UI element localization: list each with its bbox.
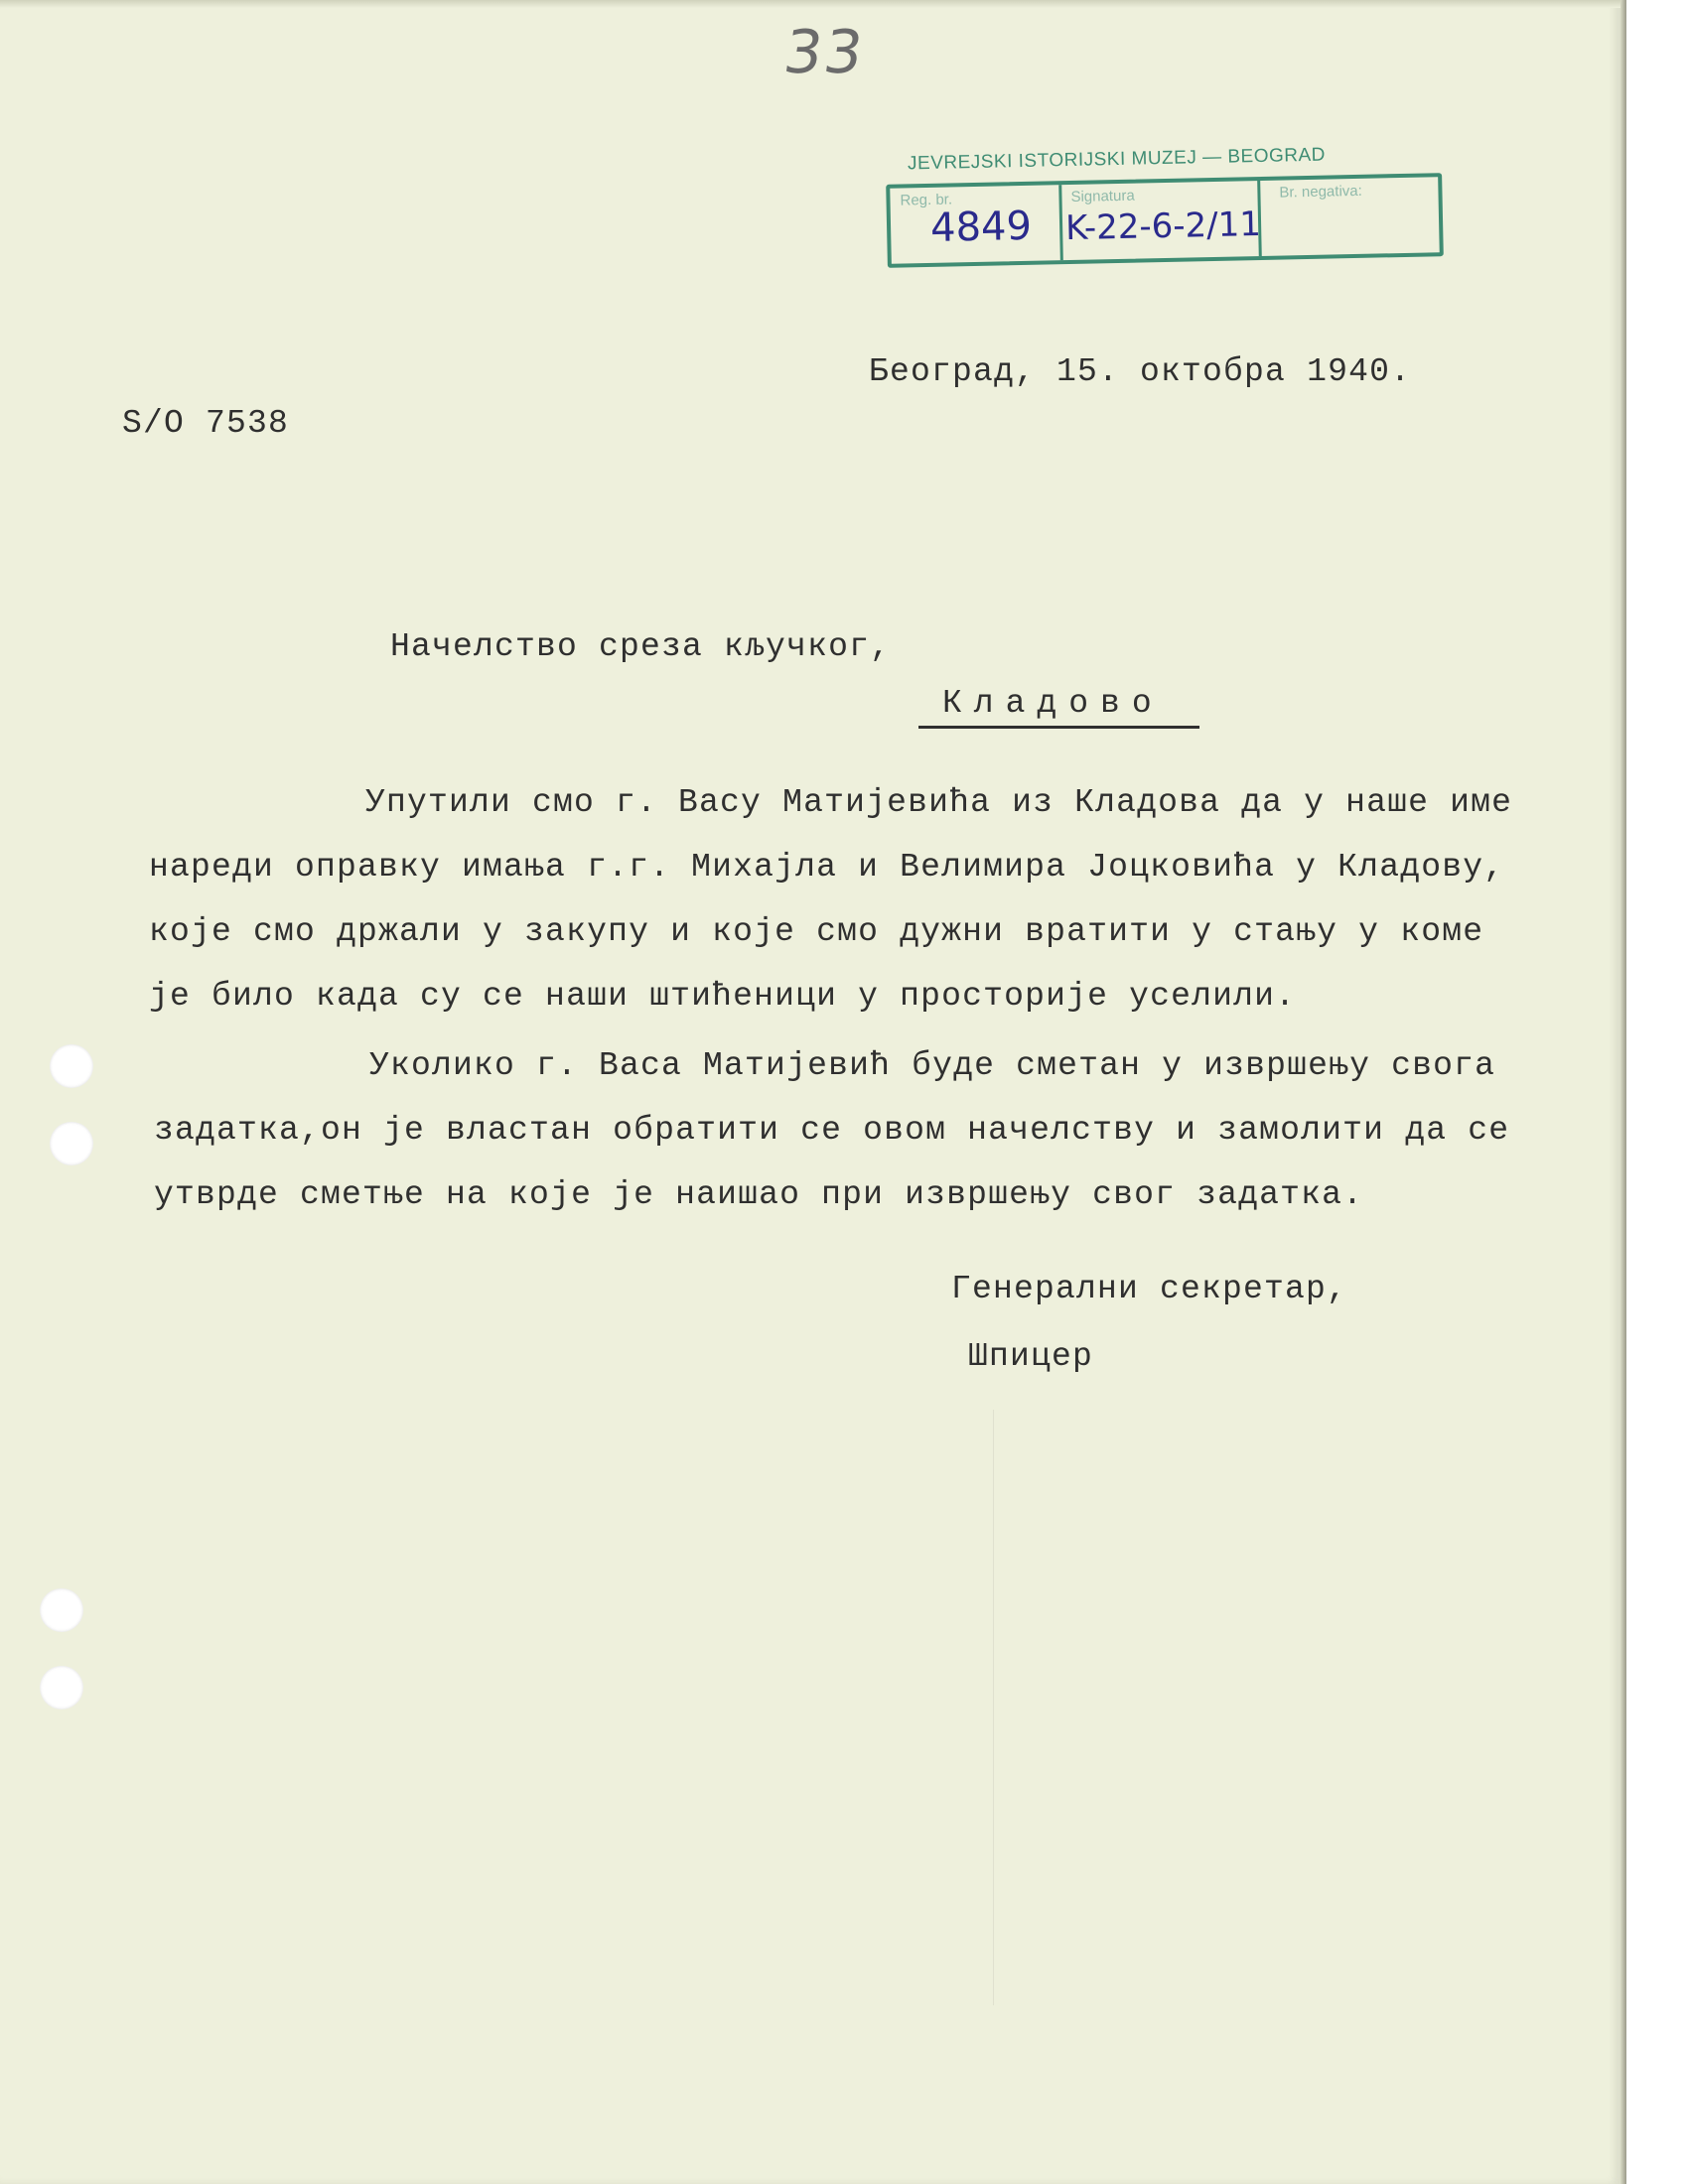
page-top-edge <box>0 0 1620 8</box>
stamp-label-signature: Signatura <box>1070 187 1135 205</box>
signature-title: Генерални секретар, <box>951 1271 1348 1307</box>
recipient-place <box>918 685 1199 722</box>
body-line-4: је било када су се наши штићеници у просторије уселили. <box>149 978 1297 1015</box>
museum-stamp <box>886 173 1444 268</box>
place-date: Београд, 15. октобра 1940. <box>869 353 1412 390</box>
body-line-5: Уколико г. Васа Матијевић буде сметан у извршењу свога <box>369 1047 1496 1084</box>
reference-number: S/O 7538 <box>122 405 290 442</box>
body-line-3: које смо држали у закупу и које смо дужни вратити у стању у коме <box>149 913 1484 950</box>
body-line-7: утврде сметње на које је наишао при извршењу свог задатка. <box>154 1176 1364 1213</box>
stamp-label-reg: Reg. br. <box>900 191 953 209</box>
body-line-6: задатка,он је властан обратити се овом начелству и замолити да се <box>154 1112 1510 1149</box>
stamp-institution: JEVREJSKI ISTORIJSKI MUZEJ — BEOGRAD <box>907 144 1327 175</box>
punch-hole <box>50 1044 93 1088</box>
folio-number: 33 <box>779 18 870 87</box>
signature-name: Шпицер <box>968 1338 1094 1375</box>
stamp-reg-number: 4849 <box>929 203 1033 251</box>
punch-hole <box>40 1588 83 1632</box>
recipient-place-underlined: Кладово <box>918 685 1199 729</box>
punch-hole <box>50 1122 93 1165</box>
stamp-signature-value: K-22-6-2/11 <box>1064 204 1262 249</box>
page-right-edge <box>1620 0 1626 2184</box>
recipient-line-1: Начелство среза кључког, <box>390 628 892 665</box>
body-line-1: Упутили смо г. Васу Матијевића из Кладова да у наше име <box>365 784 1513 821</box>
stamp-label-negative: Br. negativa: <box>1279 182 1362 202</box>
punch-hole <box>40 1666 83 1709</box>
stamp-divider <box>1058 185 1063 260</box>
body-line-2: нареди оправку имања г.г. Михајла и Велимира Јоцковића у Кладову, <box>149 849 1505 886</box>
paper-fold <box>993 1410 994 2005</box>
